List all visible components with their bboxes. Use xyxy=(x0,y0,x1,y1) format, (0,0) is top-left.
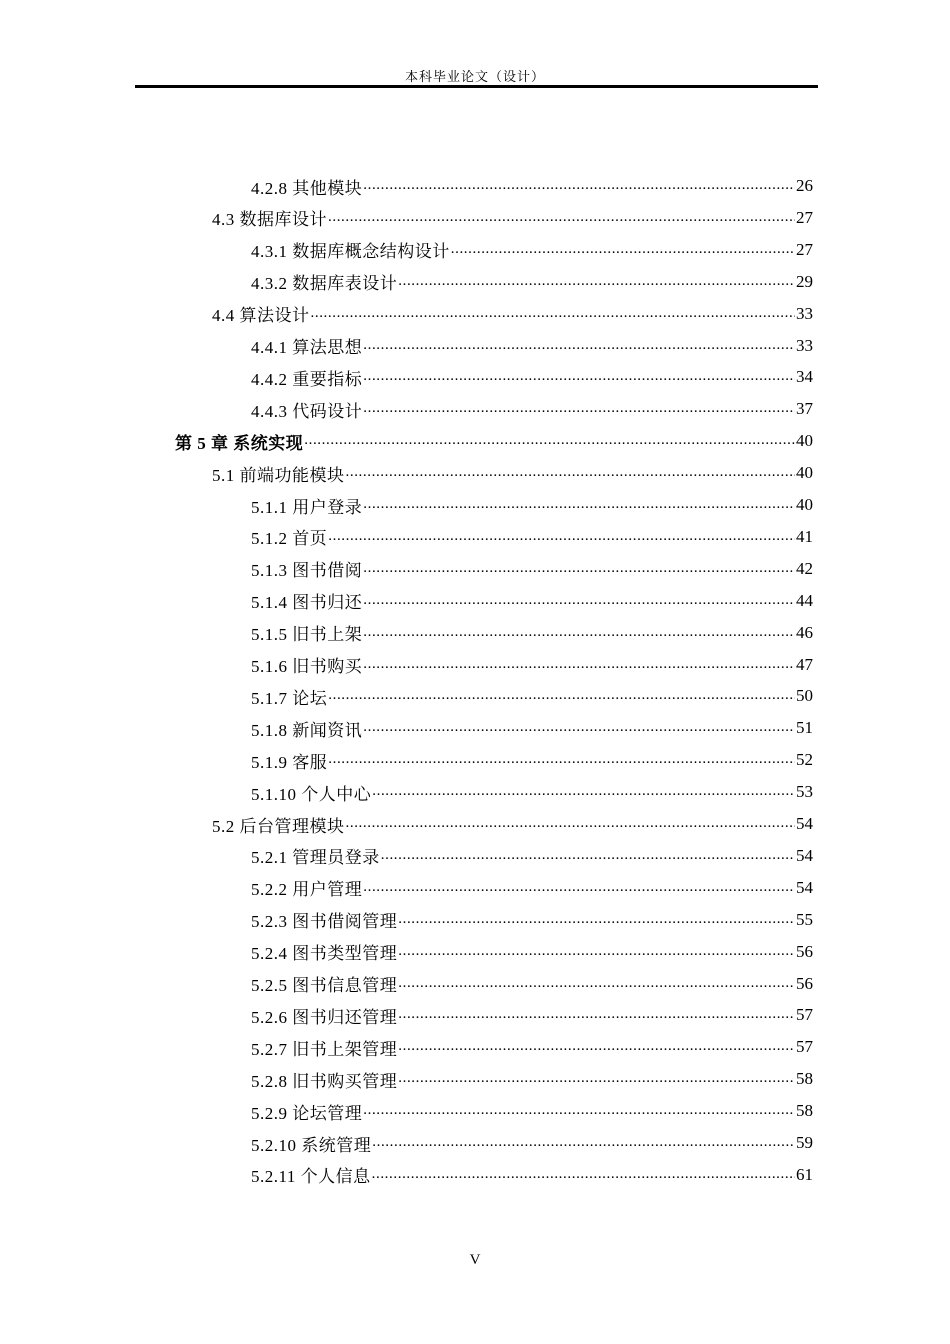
toc-leader-dots xyxy=(363,655,795,675)
toc-leader-dots xyxy=(398,1069,795,1089)
toc-entry[interactable] xyxy=(175,425,813,457)
toc-leader-dots xyxy=(363,367,795,387)
toc-entry[interactable] xyxy=(251,999,813,1031)
toc-entry-page: 58 xyxy=(796,1069,813,1089)
toc-entry-label: 5.2.10 系统管理 xyxy=(251,1135,372,1155)
toc-entry[interactable] xyxy=(251,553,813,585)
toc-entry-page: 56 xyxy=(796,973,813,993)
toc-entry-label: 5.1.2 首页 xyxy=(251,529,328,549)
toc-leader-dots xyxy=(328,750,795,770)
toc-entry-label: 4.4.2 重要指标 xyxy=(251,369,363,389)
toc-entry[interactable] xyxy=(251,744,813,776)
toc-entry[interactable] xyxy=(251,1095,813,1127)
toc-entry[interactable] xyxy=(251,330,813,362)
running-header: 本科毕业论文（设计） xyxy=(404,69,545,84)
toc-leader-dots xyxy=(372,1165,795,1185)
toc-entry-label: 5.1.1 用户登录 xyxy=(251,497,363,517)
toc-leader-dots xyxy=(363,495,795,515)
toc-entry-label: 4.3.2 数据库表设计 xyxy=(251,274,398,294)
toc-entry-label: 4.3.1 数据库概念结构设计 xyxy=(251,242,450,262)
toc-leader-dots xyxy=(398,1037,795,1057)
toc-entry-label: 5.2.7 旧书上架管理 xyxy=(251,1039,398,1059)
toc-entry-label: 5.2.9 论坛管理 xyxy=(251,1103,363,1123)
header-rule xyxy=(135,85,818,88)
toc-entry-label: 5.2.11 个人信息 xyxy=(251,1167,371,1187)
toc-entry-label: 5.1.6 旧书购买 xyxy=(251,657,363,676)
toc-entry-page: 54 xyxy=(796,845,813,865)
toc-entry-label: 5.1.8 新闻资讯 xyxy=(251,720,363,740)
toc-entry[interactable] xyxy=(212,457,813,489)
toc-entry-label: 5.1 前端功能模块 xyxy=(212,465,345,485)
toc-entry-label: 5.1.7 论坛 xyxy=(251,688,328,708)
toc-entry-label: 5.1.3 图书借阅 xyxy=(251,561,363,581)
toc-entry-page: 53 xyxy=(796,782,813,802)
toc-entry-label: 4.4.3 代码设计 xyxy=(251,401,363,421)
toc-entry-page: 59 xyxy=(796,1133,813,1152)
toc-entry-page: 29 xyxy=(796,271,813,291)
toc-entry[interactable] xyxy=(251,936,813,968)
toc-entry-page: 50 xyxy=(796,686,813,706)
toc-entry-page: 51 xyxy=(796,718,813,738)
toc-entry-page: 61 xyxy=(796,1164,813,1184)
toc-entry[interactable] xyxy=(251,489,813,521)
toc-entry[interactable] xyxy=(251,649,813,681)
toc-leader-dots xyxy=(304,431,795,451)
toc-entry-label: 5.2.6 图书归还管理 xyxy=(251,1007,398,1027)
toc-leader-dots xyxy=(328,208,795,228)
toc-entry[interactable] xyxy=(251,904,813,936)
toc-leader-dots xyxy=(398,974,795,994)
toc-entry-label: 5.1.5 旧书上架 xyxy=(251,625,363,645)
toc-entry-page: 57 xyxy=(796,1037,813,1057)
toc-entry-page: 40 xyxy=(796,431,813,451)
toc-entry-page: 54 xyxy=(796,814,813,833)
toc-entry-page: 33 xyxy=(796,335,813,355)
toc-entry-label: 5.2.3 图书借阅管理 xyxy=(251,912,398,932)
toc-leader-dots xyxy=(372,782,795,802)
toc-entry[interactable] xyxy=(251,1063,813,1095)
toc-entry[interactable] xyxy=(251,712,813,744)
toc-entry-page: 52 xyxy=(796,750,813,770)
toc-leader-dots xyxy=(363,399,795,419)
toc-entry-page: 42 xyxy=(796,558,813,578)
toc-entry-page: 58 xyxy=(796,1101,813,1121)
toc-entry[interactable] xyxy=(251,840,813,872)
toc-entry-page: 54 xyxy=(796,877,813,897)
toc-entry[interactable] xyxy=(251,872,813,904)
toc-leader-dots xyxy=(363,176,795,196)
toc-entry-page: 55 xyxy=(796,909,813,929)
toc-entry-label: 第 5 章 系统实现 xyxy=(175,433,304,453)
toc-leader-dots xyxy=(346,814,796,834)
toc-entry-page: 26 xyxy=(796,176,813,195)
toc-entry[interactable] xyxy=(251,521,813,553)
toc-leader-dots xyxy=(346,463,796,483)
toc-entry[interactable] xyxy=(251,170,813,202)
toc-leader-dots xyxy=(311,304,796,324)
toc-entry-label: 5.1.10 个人中心 xyxy=(251,784,372,804)
toc-entry-page: 27 xyxy=(796,207,813,227)
toc-entry[interactable] xyxy=(251,234,813,266)
toc-entry-label: 4.4.1 算法思想 xyxy=(251,338,363,357)
toc-leader-dots xyxy=(381,846,795,866)
toc-entry-page: 44 xyxy=(796,590,813,610)
toc-entry-label: 5.2.2 用户管理 xyxy=(251,880,363,900)
toc-entry-page: 33 xyxy=(796,303,813,323)
toc-entry-page: 46 xyxy=(796,622,813,642)
toc-entry-label: 5.2.8 旧书购买管理 xyxy=(251,1071,398,1091)
toc-entry[interactable] xyxy=(251,1127,813,1159)
toc-entry[interactable] xyxy=(251,361,813,393)
toc-leader-dots xyxy=(363,623,795,643)
toc-leader-dots xyxy=(451,240,795,260)
toc-entry-page: 40 xyxy=(796,495,813,514)
toc-entry[interactable] xyxy=(251,680,813,712)
toc-leader-dots xyxy=(363,591,795,611)
toc-entry-label: 5.2 后台管理模块 xyxy=(212,816,345,836)
toc-leader-dots xyxy=(328,527,795,547)
toc-entry-label: 5.2.4 图书类型管理 xyxy=(251,944,398,964)
page-number: V xyxy=(469,1252,481,1268)
toc-entry-page: 37 xyxy=(796,399,813,419)
toc-entry[interactable] xyxy=(251,266,813,298)
toc-leader-dots xyxy=(363,718,795,738)
toc-leader-dots xyxy=(363,336,795,356)
toc-entry-label: 4.2.8 其他模块 xyxy=(251,178,363,198)
toc-entry-page: 27 xyxy=(796,239,813,259)
toc-entry[interactable] xyxy=(251,393,813,425)
toc-leader-dots xyxy=(328,686,795,706)
toc-entry-label: 4.4 算法设计 xyxy=(212,306,310,326)
toc-leader-dots xyxy=(363,878,795,898)
toc-entry-label: 5.2.5 图书信息管理 xyxy=(251,976,398,995)
toc-leader-dots xyxy=(398,942,795,962)
toc-entry-page: 56 xyxy=(796,941,813,961)
toc-entry-page: 57 xyxy=(796,1005,813,1025)
toc-leader-dots xyxy=(372,1133,795,1153)
toc-entry[interactable] xyxy=(251,776,813,808)
toc-entry-label: 5.1.4 图书归还 xyxy=(251,593,363,613)
toc-entry-page: 41 xyxy=(796,526,813,546)
toc-leader-dots xyxy=(363,559,795,579)
toc-leader-dots xyxy=(398,1005,795,1025)
toc-entry-page: 34 xyxy=(796,367,813,387)
toc-entry-page: 40 xyxy=(796,463,813,483)
toc-entry[interactable] xyxy=(251,1159,813,1191)
toc-entry-page: 47 xyxy=(796,654,813,674)
toc-entry[interactable] xyxy=(212,808,813,840)
toc-leader-dots xyxy=(398,910,795,930)
toc-leader-dots xyxy=(398,272,795,292)
toc-entry-label: 4.3 数据库设计 xyxy=(212,210,327,230)
toc-entry[interactable] xyxy=(212,202,813,234)
toc-entry[interactable] xyxy=(212,298,813,330)
toc-entry[interactable] xyxy=(251,585,813,617)
toc-leader-dots xyxy=(363,1101,795,1121)
toc-entry[interactable] xyxy=(251,1031,813,1063)
toc-entry[interactable] xyxy=(251,617,813,649)
toc-entry[interactable] xyxy=(251,968,813,1000)
toc-entry-label: 5.1.9 客服 xyxy=(251,752,328,772)
toc-entry-label: 5.2.1 管理员登录 xyxy=(251,848,380,868)
